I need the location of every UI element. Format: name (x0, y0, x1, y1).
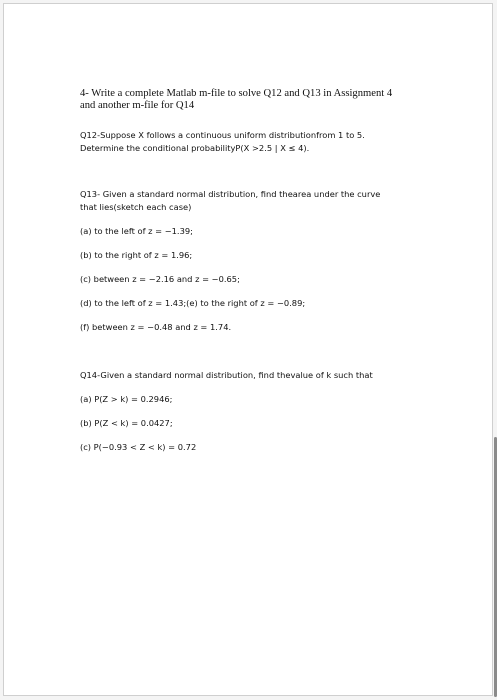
q14-block (80, 369, 440, 454)
intro-paragraph (80, 88, 440, 111)
intro-line-1: 4- Write a complete Matlab m-file to solve Q12 and Q13 in Assignment 4 (80, 88, 393, 99)
q13-item-a: (a) to the left of z = −1.39; (80, 226, 193, 236)
q14-item-b: (b) P(Z < k) = 0.0427; (80, 418, 173, 428)
q13-item-f: (f) between z = −0.48 and z = 1.74. (80, 322, 232, 332)
q14-item-c: (c) P(−0.93 < Z < k) = 0.72 (80, 442, 197, 452)
q12-block (80, 129, 440, 155)
q13-item-c: (c) between z = −2.16 and z = −0.65; (80, 274, 240, 284)
q14-line-1: Q14-Given a standard normal distribution, find thevalue of k such that (80, 370, 373, 380)
q13-item-b: (b) to the right of z = 1.96; (80, 250, 193, 260)
q13-item-d-e: (d) to the left of z = 1.43;(e) to the right of z = −0.89; (80, 298, 306, 308)
page-content (80, 88, 440, 454)
q12-line-2: Determine the conditional probabilityP(X >2.5 | X ≤ 4). (80, 143, 310, 153)
intro-line-2: and another m-file for Q14 (80, 99, 195, 111)
q13-block (80, 188, 440, 334)
q13-line-2: that lies(sketch each case) (80, 202, 192, 212)
q12-line-1: Q12-Suppose X follows a continuous uniform distributionfrom 1 to 5. (80, 130, 365, 140)
q13-line-1: Q13- Given a standard normal distribution, find thearea under the curve (80, 189, 381, 199)
q14-item-a: (a) P(Z > k) = 0.2946; (80, 394, 173, 404)
document-page (3, 3, 493, 696)
